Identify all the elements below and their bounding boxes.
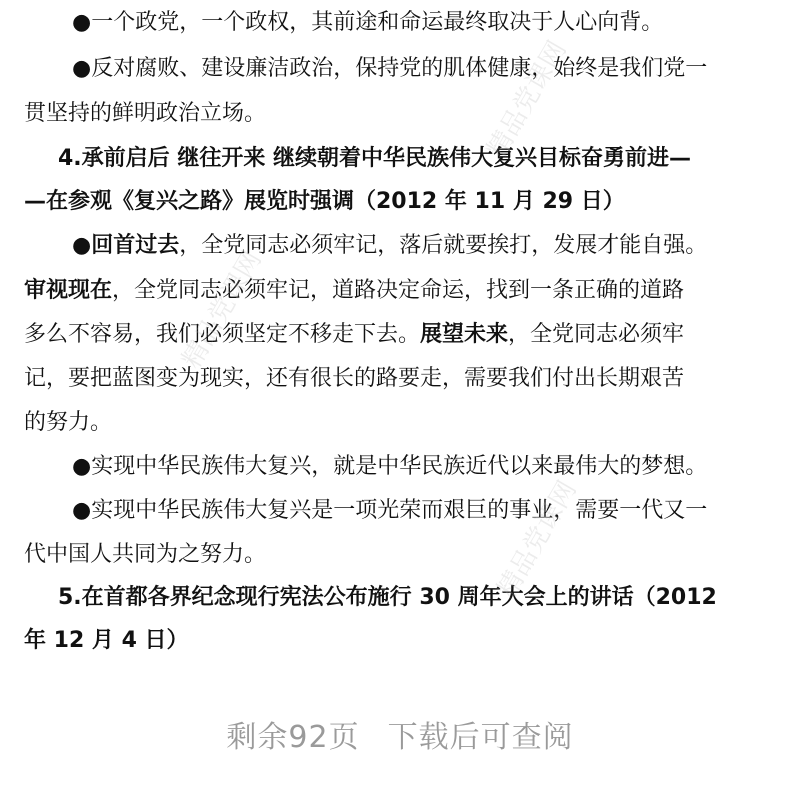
paragraph-line <box>0 452 800 482</box>
download-to-view-text: 下载后可查阅 <box>387 720 574 755</box>
paragraph-line <box>0 276 800 306</box>
download-prompt[interactable] <box>0 712 800 756</box>
paragraph-line <box>0 364 800 394</box>
paragraph-line <box>0 8 800 38</box>
heading-text: 年 12 月 4 日） <box>24 628 189 653</box>
watermark: 精品党课网 <box>491 475 583 604</box>
paragraph-text: ●一个政党，一个政权，其前途和命运最终取决于人心向背。 <box>72 10 664 35</box>
watermark: 精品党课网 <box>481 35 573 164</box>
paragraph-line <box>0 408 800 438</box>
section-heading <box>0 583 800 613</box>
paragraph-text: ●实现中华民族伟大复兴是一项光荣而艰巨的事业，需要一代又一 <box>72 498 708 523</box>
bold-phrase: ●回首过去 <box>72 233 180 258</box>
paragraph-line <box>0 540 800 570</box>
paragraph-line <box>0 496 800 526</box>
paragraph-text: ，全党同志必须牢记，道路决定命运，找到一条正确的道路 <box>112 278 685 303</box>
bold-phrase: 展望未来 <box>420 322 509 347</box>
heading-text: 5.在首都各界纪念现行宪法公布施行 30 周年大会上的讲话（2012 <box>58 585 717 610</box>
paragraph-text: 多么不容易，我们必须坚定不移走下去。 <box>24 322 421 347</box>
paragraph-text: ●实现中华民族伟大复兴，就是中华民族近代以来最伟大的梦想。 <box>72 454 708 479</box>
paragraph-line <box>0 320 800 350</box>
section-heading <box>0 144 800 174</box>
paragraph-text: 记，要把蓝图变为现实，还有很长的路要走，需要我们付出长期艰苦 <box>24 366 685 391</box>
remaining-pages-text: 剩余92页 <box>226 720 360 755</box>
paragraph-text: ●反对腐败、建设廉洁政治，保持党的肌体健康，始终是我们党一 <box>72 56 708 81</box>
heading-text: —在参观《复兴之路》展览时强调（2012 年 11 月 29 日） <box>24 189 625 214</box>
paragraph-text: 贯坚持的鲜明政治立场。 <box>24 101 267 126</box>
paragraph-text: 的努力。 <box>24 410 113 435</box>
paragraph-text: ，全党同志必须牢记，落后就要挨打，发展才能自强。 <box>179 233 708 258</box>
section-heading <box>0 187 800 217</box>
paragraph-line <box>0 54 800 84</box>
heading-text: 4.承前启后 继往开来 继续朝着中华民族伟大复兴目标奋勇前进— <box>58 146 691 171</box>
paragraph-line <box>0 99 800 129</box>
section-heading <box>0 626 800 656</box>
paragraph-text: 代中国人共同为之努力。 <box>24 542 267 567</box>
paragraph-text: ，全党同志必须牢 <box>508 322 685 347</box>
paragraph-line <box>0 231 800 261</box>
watermark: 精品党课网 <box>176 245 268 374</box>
bold-phrase: 审视现在 <box>24 278 113 303</box>
